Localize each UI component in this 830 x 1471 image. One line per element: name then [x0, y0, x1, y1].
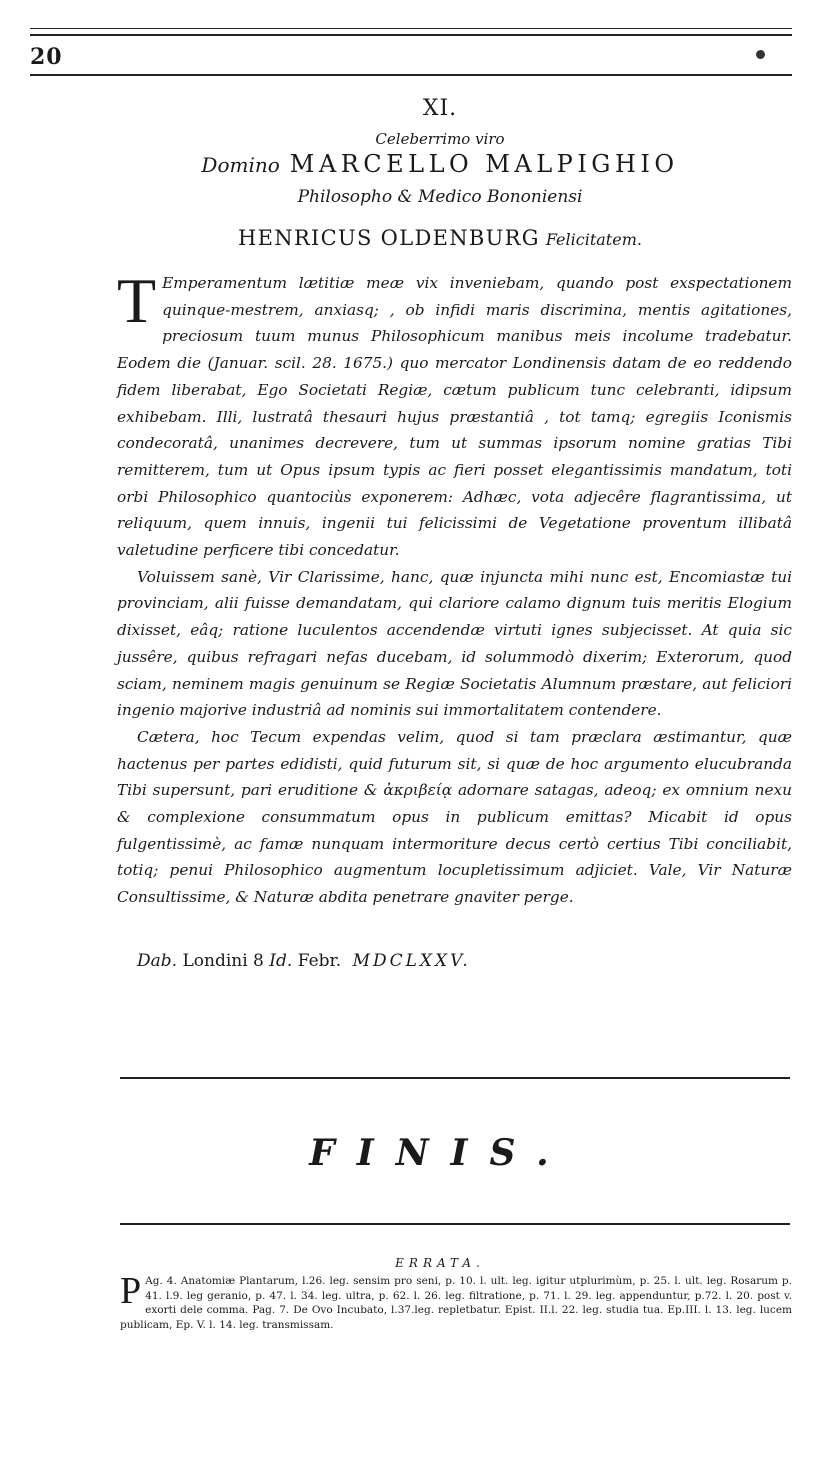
top-rule-thin [30, 28, 792, 29]
errata-title: ERRATA. [395, 1256, 485, 1270]
dateline-year: MDCLXXV. [352, 951, 471, 971]
top-rule [30, 34, 792, 36]
paragraph-1-text: Emperamentum lætitiæ meæ vix inveniebam, quando post exspectationem quinque-mestrem, anxiasq; , ob infidi maris discrimina, mentis agitationes, preciosum tuum munus Philosophicum manibus meis incolume tradebatur. Eodem die (Januar. scil. 28. 1675.) quo mercator Londinensis datam de eo reddendo fidem liberabat, Ego Societati Regiæ, cætum publicum tunc celebranti, idipsum exhibebam. Illi, lustratâ thesauri hujus præstantiâ , tot tamq; egregiis Iconismis condecoratâ, unanimes decrevere, tum ut summas ipsorum nomine gratias Tibi remitterem, tum ut Opus ipsum typis ac fieri posset elegantissimis mandatum, toti orbi Philosophico quantociùs exponerem: Adhæc, vota adjecêre flagrantissima, ut reliquum, quem innuis, ingenii tui felicissimi de Vegetatione proventum illibatâ valetudine perficere tibi concedatur. [117, 274, 792, 560]
finis-bottom-rule [120, 1223, 790, 1225]
dateline-prefix: Dab. [137, 951, 178, 971]
addressee-line [90, 150, 790, 178]
addressee-prefix: Celeberrimo viro [375, 130, 505, 148]
paragraph-2: Voluissem sanè, Vir Clarissime, hanc, quæ injuncta mihi nunc est, Encomiastæ tui provinciam, alii fuisse demandatam, qui clariore calamo dignum tuis meritis Elogium dixisset, eâq; ratione luculentos accendendæ virtuti ignes subjecisset. At quia sic jussêre, quibus refragari nefas ducebam, id solummodò dixerim; Exterorum, quod sciam, neminem magis genuinum se Regiæ Societatis Alumnum præstare, aut feliciori ingenio majorive industriâ ad nominis sui immortalitatem contendere. [117, 567, 792, 720]
dateline-place: Londini 8 [182, 951, 264, 971]
letter-body [117, 265, 792, 911]
finis-top-rule [120, 1077, 790, 1079]
errata-drop-cap: P [120, 1270, 142, 1312]
paragraph-1 [117, 265, 792, 564]
paragraph-3: Cætera, hoc Tecum expendas velim, quod si tam præclara æstimantur, quæ hactenus per partes edidisti, quid futurum sit, si quæ de hoc argumento elucubranda Tibi supersunt, pari eruditione & ἀκριβείᾳ adornare satagas, adeoq; ex omnium nexu & complexione consummatum opus in publicum emittas? Micabit id opus fulgentissimè, ac famæ nunquam intermoriture decus certò certius Tibi conciliabit, totiq; penui Philosophico augmentum locupletissimum adjiciet. Vale, Vir Naturæ Consultissime, & Naturæ abdita penetrare gnaviter perge. [117, 727, 792, 907]
finis: FINIS. [309, 1132, 571, 1174]
letter-number: XI. [422, 96, 458, 121]
addressee-title-word: Domino [201, 153, 280, 177]
addressee-title: Philosopho & Medico Bononiensi [297, 187, 583, 207]
errata-text: Ag. 4. Anatomiæ Plantarum, l.26. leg. sensim pro seni, p. 10. l. ult. leg. igitur utplurimùm, p. 25. l. ult. leg. Rosarum p. 41. l.9. leg geranio, p. 47. l. 34. leg. ultra, p. 62. l. 26. leg. filtratione, p. 71. l. 29. leg. appenduntur, p.72. l. 20. post v. exorti dele comma. Pag. 7. De Ovo Incubato, l.37.leg. repletbatur. Epist. II.l. 22. leg. studia tua. Ep.III. l. 13. leg. lucem publicam, Ep. V. l. 14. leg. transmissam. [120, 1275, 792, 1331]
drop-cap: T [117, 265, 157, 336]
dateline-id: Id. [269, 951, 293, 971]
sender-line [90, 226, 790, 250]
addressee-name: MARCELLO MALPIGHIO [289, 150, 679, 178]
ink-spot [756, 50, 765, 59]
dateline-month: Febr. [297, 951, 342, 971]
header-rule [30, 74, 792, 76]
greeting: Felicitatem. [545, 230, 642, 249]
errata-body [120, 1270, 792, 1332]
page-number: 20 [30, 44, 63, 70]
sender-name: HENRICUS OLDENBURG [238, 226, 540, 250]
dateline [137, 951, 471, 971]
